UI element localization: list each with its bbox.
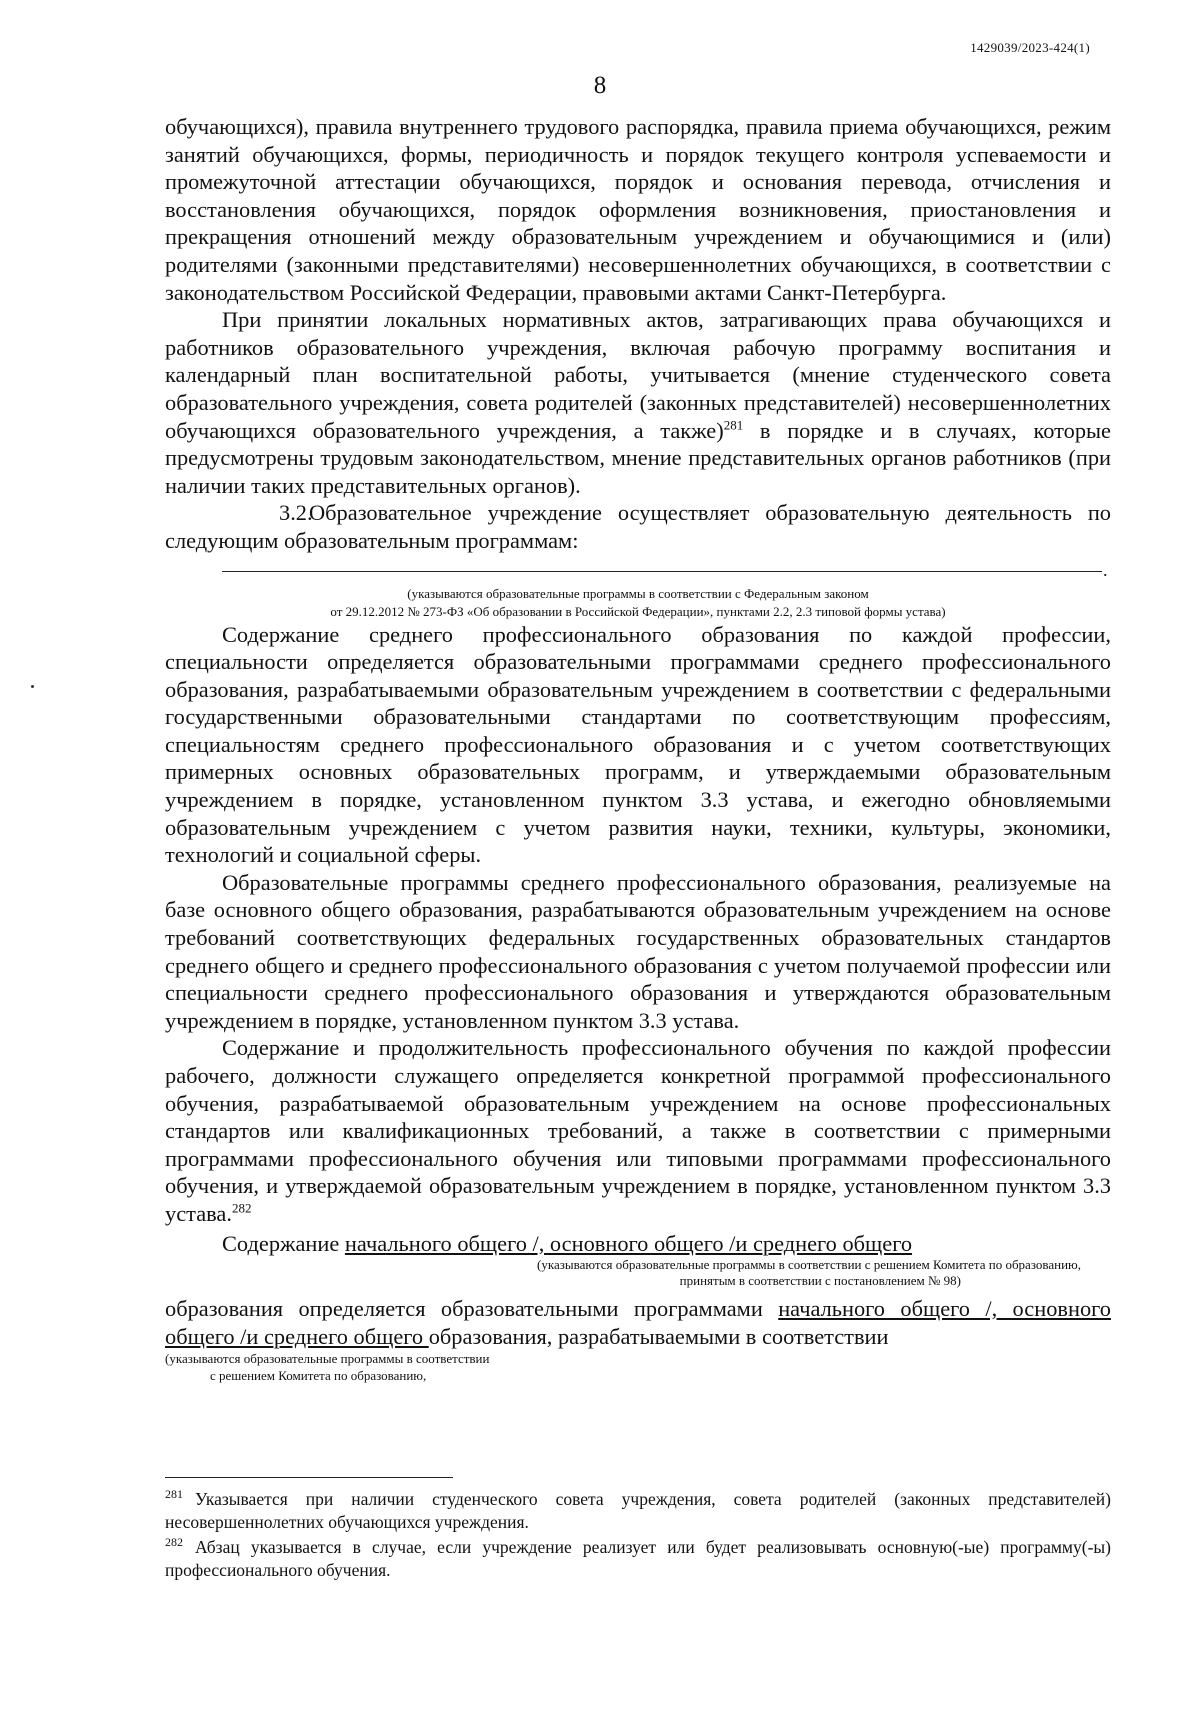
scan-dot-mark [31,685,34,688]
blank-line-row [165,559,1111,583]
paragraph-3-2 [165,499,1111,554]
footnote-text: Указывается при наличии студенческого совета учреждения, совета родителей (законных представителей) несовершеннолетних обучающихся учреждения. [165,1489,1111,1532]
blank-line-end: . [1103,559,1108,580]
paragraph-1: обучающихся), правила внутреннего трудового распорядка, правила приема обучающихся, режим занятий обучающихся, формы, периодичность и порядок текущего контроля успеваемости и промежуточной аттестации обучающихся, порядок и основания перевода, отчисления и восстановления обучающихся, порядок оформления возникновения, приостановления и прекращения отношений между образовательным учреждением и обучающимися и (или) родителями (законными представителями) несовершеннолетних обучающихся, в соответствии с законодательством Российской Федерации, правовыми актами Санкт-Петербурга. [165,114,1111,305]
paragraph-2-text-a: При принятии локальных нормативных актов, затрагивающих права обучающихся и работников образовательного учреждения, включая рабочую программу воспитания и календарный план воспитательной работы, учитывается (мнение студенческого совета образовательного учреждения, совета родителей (законных представителей) несовершеннолетних обучающихся образовательного учреждения, а также) [165,307,1111,443]
paragraph-8 [165,1295,1111,1350]
paragraph-5: Образовательные программы среднего профессионального образования, реализуемые на базе основного общего образования, разрабатываются образовательным учреждением на основе требований соответствующих федеральных государственных образовательных стандартов среднего общего и среднего профессионального образования с учетом получаемой профессии или специальности среднего профессионального образования и утверждаются образовательным учреждением в порядке, установленном пунктом 3.3 устава. [165,869,1111,1033]
paragraph-8-programs: начального общего /, основного общего /и среднего общего [165,1296,1111,1349]
footnote-ref-282: 282 [231,1200,252,1216]
paragraph-7-programs: начального общего /, основного общего /и среднего общего [344,1230,913,1256]
note-line-1: (указываются образовательные программы в соответствии [165,1351,490,1367]
paragraph-8-text-b: образования, разрабатываемыми в соответствии [428,1323,889,1349]
note-line-2: принятым в соответствии с постановлением № 98) [679,1273,961,1289]
footnote-separator [165,1477,453,1478]
paragraph-7-lead: Содержание [222,1230,345,1256]
paragraph-8-text-a: образования определяется образовательными программами [165,1296,779,1322]
section-number: 3.2. [279,500,313,526]
footnotes [165,1488,1111,1584]
document-body [165,113,1111,1384]
note-programs-law [165,585,1111,621]
page-number: 8 [593,72,607,99]
paragraph-6 [165,1034,1111,1227]
note-programs-committee-2 [165,1350,1111,1384]
note-programs-committee [165,1257,1111,1289]
footnote-text: Абзац указывается в случае, если учреждение реализует или будет реализовывать основную(-ые) программу(-ы) профессионального обучения. [165,1537,1111,1580]
document-number: 1429039/2023-424(1) [970,40,1090,55]
blank-fill-line [222,563,1102,572]
paragraph-6-text: Содержание и продолжительность профессионального обучения по каждой профессии рабочего, должности служащего определяется конкретной программой профессионального обучения, разрабатываемой образовательным учреждением на основе профессиональных стандартов или квалификационных требований, а также в соответствии с примерными программами профессионального обучения или типовыми программами профессионального обучения, и утверждаемой образовательным учреждением в порядке, установленном пунктом 3.3 устава. [165,1035,1111,1226]
note-line-1: (указываются образовательные программы в соответствии с Федеральным законом [407,585,869,601]
note-line-2: с решением Комитета по образованию, [210,1368,427,1384]
paragraph-7 [165,1230,1111,1258]
paragraph-3-2-text: Образовательное учреждение осуществляет образовательную деятельность по следующим образовательным программам: [165,500,1111,553]
footnote-281 [165,1488,1111,1534]
paragraph-4: Содержание среднего профессионального образования по каждой профессии, специальности определяется образовательными программами среднего профессионального образования, разрабатываемыми образовательным учреждением в соответствии с федеральными государственными образовательными стандартами по соответствующим профессиям, специальностям среднего профессионального образования и с учетом соответствующих примерных основных образовательных программ, и утверждаемыми образовательным учреждением в порядке, установленном пунктом 3.3 устава, и ежегодно обновляемыми образовательным учреждением с учетом развития науки, техники, культуры, экономики, технологий и социальной сферы. [165,621,1111,868]
note-line-1: (указываются образовательные программы в соответствии с решением Комитета по образованию, [537,1257,1081,1273]
paragraph-2 [165,306,1111,499]
paragraph-2-text-b: в порядке и в случаях, которые предусмотрены трудовым законодательством, мнение представительных органов работников (при наличии таких представительных органов). [165,417,1111,498]
footnote-282 [165,1536,1111,1582]
footnote-mark: 281 [165,1487,183,1502]
footnote-ref-281: 281 [723,417,744,433]
note-line-2: от 29.12.2012 № 273-ФЗ «Об образовании в Российской Федерации», пунктами 2.2, 2.3 типовой формы устава) [330,603,946,619]
footnote-mark: 282 [165,1535,183,1550]
